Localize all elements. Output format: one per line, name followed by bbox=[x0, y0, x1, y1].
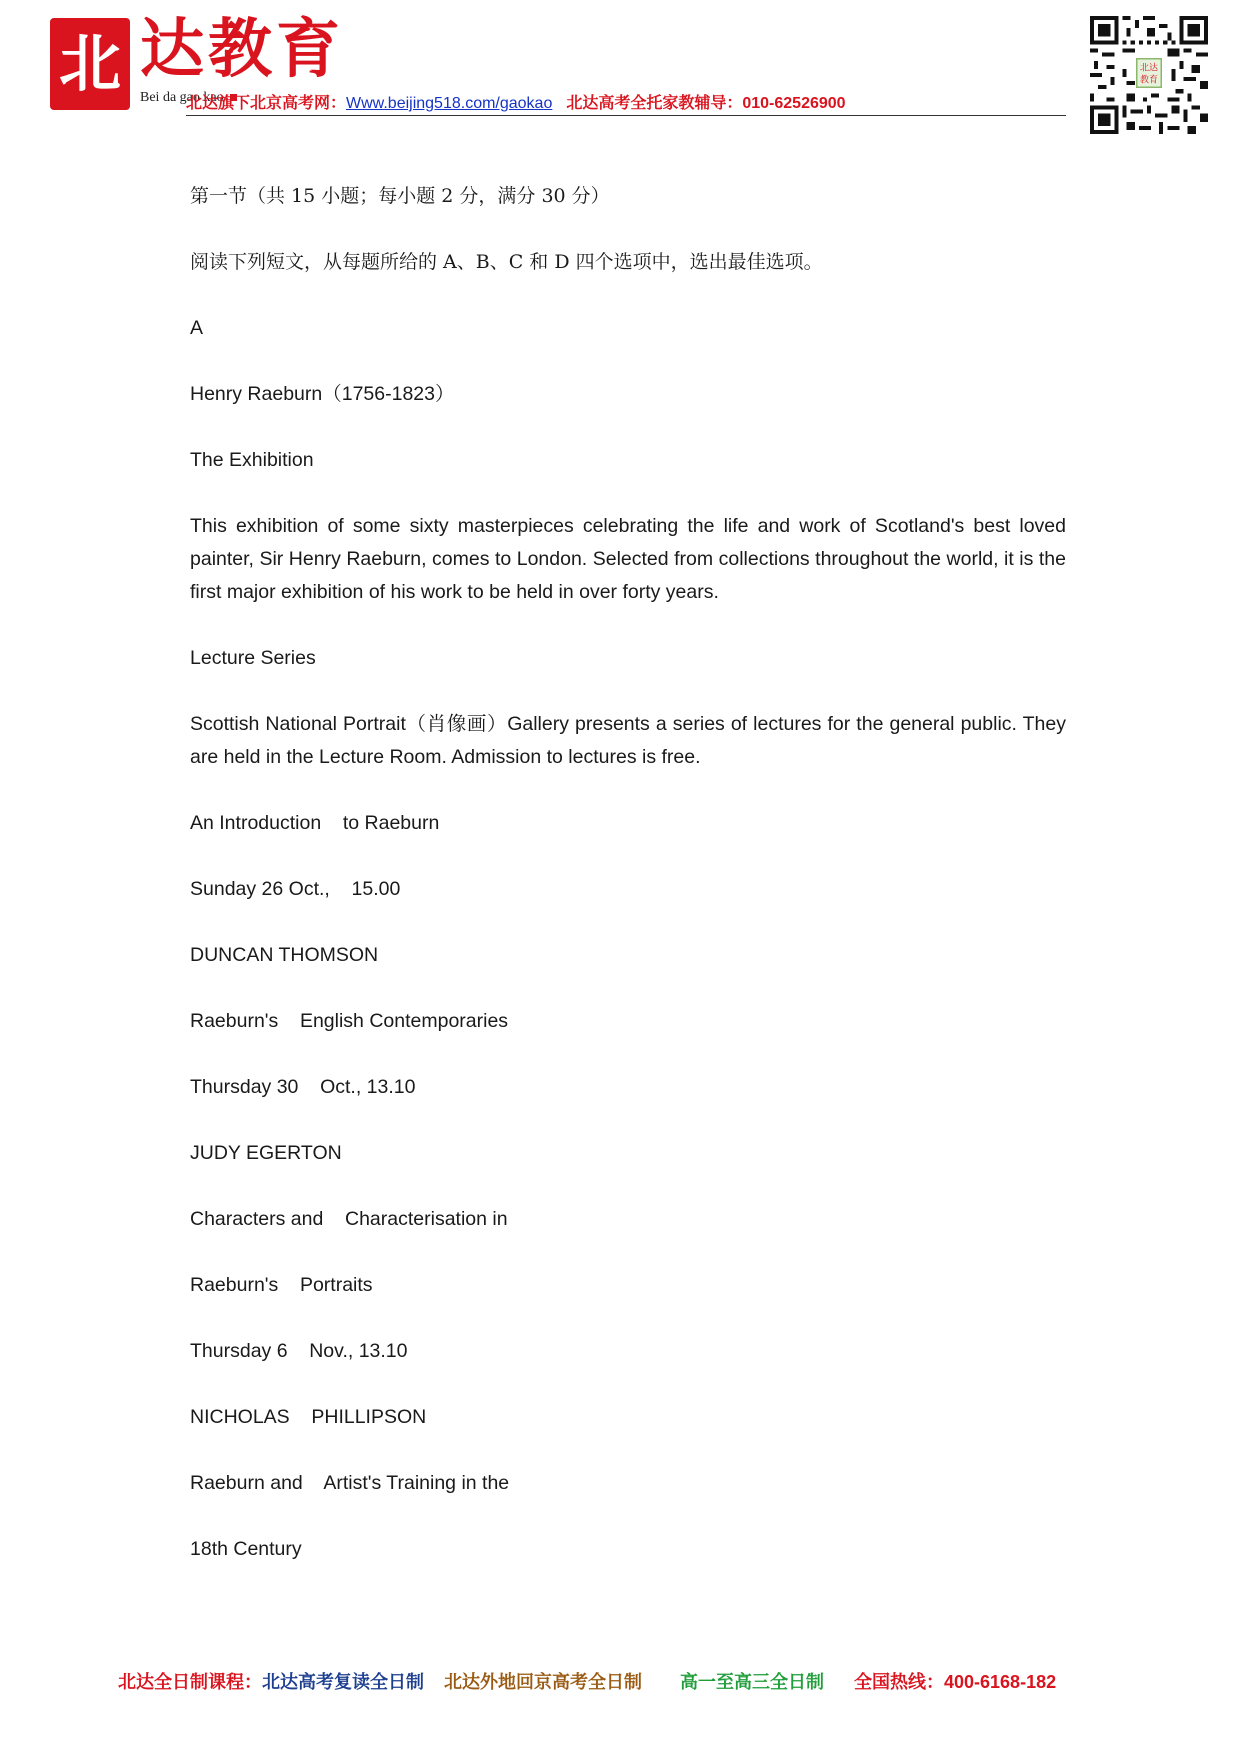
logo-mark-char: 北 bbox=[58, 27, 121, 100]
passage-title: Henry Raeburn（1756-1823） bbox=[190, 383, 455, 405]
heading-exhibition: The Exhibition bbox=[190, 449, 314, 471]
footer-hotline: 全国热线：400-6168-182 bbox=[854, 1672, 1057, 1692]
footer-course-grades: 高一至高三全日制 bbox=[680, 1672, 824, 1692]
passage-label: A bbox=[190, 317, 204, 339]
lecture-4-title-line-2: 18th Century bbox=[190, 1538, 302, 1560]
site-label: 北达旗下北京高考网： bbox=[186, 95, 347, 112]
lecture-2-title: Raeburn's English Contemporaries bbox=[190, 1010, 509, 1032]
instruction: 阅读下列短文，从每题所给的 A、B、C 和 D 四个选项中，选出最佳选项。 bbox=[190, 251, 823, 273]
qr-code-icon bbox=[1090, 16, 1208, 134]
lecture-3-title-line-1: Characters and Characterisation in bbox=[190, 1208, 508, 1230]
exhibition-paragraph: This exhibition of some sixty masterpieces celebrating the life and work of Scotland's best loved painter, Sir Henry Raeburn, comes to London. Selected from collections throughout the world, it is the first major exhibition of his work to be held in over forty years. bbox=[190, 515, 1066, 603]
section-title: 第一节（共 15 小题；每小题 2 分，满分 30 分） bbox=[190, 185, 610, 207]
tutoring-hotline: 北达高考全托家教辅导：010-62526900 bbox=[566, 95, 846, 112]
lecture-4-title-line-1: Raeburn and Artist's Training in the bbox=[190, 1472, 510, 1494]
lecture-3-time: Thursday 6 Nov., 13.10 bbox=[190, 1340, 408, 1362]
heading-lecture-series: Lecture Series bbox=[190, 647, 316, 669]
document-body bbox=[190, 180, 1066, 1599]
lecture-2-time: Thursday 30 Oct., 13.10 bbox=[190, 1076, 416, 1098]
logo-wordmark: 达教育 bbox=[140, 12, 344, 87]
site-link[interactable]: Www.beijing518.com/gaokao bbox=[346, 95, 553, 112]
footer-course-repeat: 北达高考复读全日制 bbox=[262, 1672, 424, 1692]
footer-banner bbox=[118, 1668, 1056, 1694]
lecture-3-title-line-2: Raeburn's Portraits bbox=[190, 1274, 373, 1296]
lecture-1-speaker: DUNCAN THOMSON bbox=[190, 944, 379, 966]
lecture-3-speaker: NICHOLAS PHILLIPSON bbox=[190, 1406, 427, 1428]
header-divider bbox=[186, 115, 1066, 116]
lecture-1-title: An Introduction to Raeburn bbox=[190, 812, 440, 834]
logo-subtitle-text: Bei da gao kao bbox=[140, 90, 224, 105]
svg-text:教育: 教育 bbox=[1140, 75, 1158, 86]
footer-courses-label: 北达全日制课程： bbox=[118, 1672, 262, 1692]
header-info-line bbox=[186, 90, 846, 113]
logo-mark bbox=[50, 18, 130, 110]
footer-course-outside: 北达外地回京高考全日制 bbox=[444, 1672, 642, 1692]
lecture-1-time: Sunday 26 Oct., 15.00 bbox=[190, 878, 401, 900]
svg-text:北达: 北达 bbox=[1140, 63, 1158, 74]
lecture-2-speaker: JUDY EGERTON bbox=[190, 1142, 342, 1164]
lecture-series-paragraph: Scottish National Portrait（肖像画）Gallery presents a series of lectures for the general public. They are held in the Lecture Room. Admission to lectures is free. bbox=[190, 713, 1066, 768]
